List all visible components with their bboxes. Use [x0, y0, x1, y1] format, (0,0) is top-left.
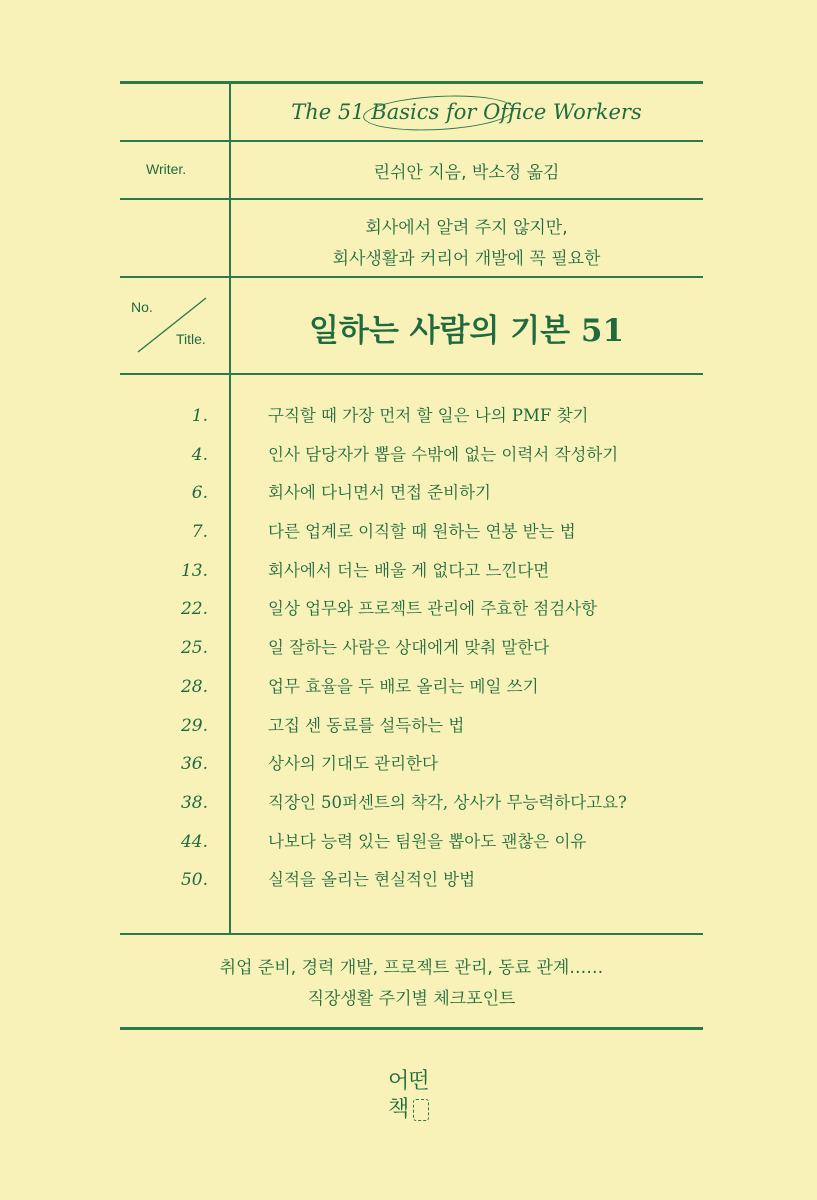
- title-label: Title.: [176, 331, 206, 347]
- toc-text: 구직할 때 가장 먼저 할 일은 나의 PMF 찾기: [268, 406, 589, 425]
- toc-number: 1.: [191, 406, 208, 426]
- toc-text: 인사 담당자가 뽑을 수밖에 없는 이력서 작성하기: [268, 444, 619, 464]
- toc-item: [150, 518, 710, 557]
- toc-number: 6.: [191, 483, 208, 504]
- toc-number: 7.: [191, 522, 208, 543]
- toc-number: 28.: [180, 676, 208, 697]
- rule-3: [120, 276, 703, 278]
- tagline: [230, 213, 703, 275]
- publisher-line-2: 책: [388, 1097, 410, 1122]
- toc-text: 나보다 능력 있는 팀원을 뽑아도 괜찮은 이유: [268, 831, 587, 851]
- rule-2: [120, 198, 703, 200]
- publisher-logo: [388, 1068, 460, 1124]
- toc-text: 회사에서 더는 배울 게 없다고 느낀다면: [268, 560, 550, 580]
- toc-item: [150, 789, 710, 828]
- no-title-slash: [136, 296, 208, 356]
- footer-text: [120, 953, 703, 1015]
- toc-text: 회사에 다니면서 면접 준비하기: [268, 483, 491, 503]
- toc-number: 13.: [180, 560, 208, 581]
- toc-item: [150, 673, 710, 712]
- footer-line-2: 직장생활 주기별 체크포인트: [307, 989, 516, 1009]
- toc-item: [150, 479, 710, 518]
- toc-text: 직장인 50퍼센트의 착각, 상사가 무능력하다고요?: [268, 792, 627, 812]
- tagline-line-2: 회사생활과 커리어 개발에 꼭 필요한: [332, 249, 601, 269]
- table-of-contents: [150, 402, 710, 905]
- toc-text: 다른 업계로 이직할 때 원하는 연봉 받는 법: [268, 522, 576, 542]
- toc-number: 44.: [180, 831, 208, 852]
- subtitle-post: fice Workers: [508, 100, 642, 124]
- toc-text: 실적을 올리는 현실적인 방법: [268, 870, 476, 890]
- toc-item: [150, 595, 710, 634]
- rule-1: [120, 140, 703, 142]
- toc-item: [150, 828, 710, 867]
- tagline-line-1: 회사에서 알려 주지 않지만,: [365, 218, 568, 238]
- toc-text: 일 잘하는 사람은 상대에게 맞춰 말한다: [268, 638, 550, 658]
- toc-number: 22.: [180, 599, 208, 620]
- rule-5: [120, 933, 703, 935]
- english-subtitle: [230, 100, 703, 124]
- footer-line-1: 취업 준비, 경력 개발, 프로젝트 관리, 동료 관계……: [219, 958, 604, 978]
- top-rule: [120, 81, 703, 84]
- toc-text: 업무 효율을 두 배로 올리는 메일 쓰기: [268, 676, 539, 696]
- book-icon: [413, 1099, 429, 1121]
- rule-4: [120, 373, 703, 375]
- subtitle-circled: Basics for Of: [371, 100, 509, 124]
- toc-text: 상사의 기대도 관리한다: [268, 754, 438, 774]
- toc-item: [150, 441, 710, 480]
- toc-number: 36.: [180, 754, 208, 775]
- toc-number: 4.: [191, 444, 208, 465]
- no-label: No.: [131, 299, 153, 315]
- toc-number: 38.: [180, 792, 208, 813]
- writer-label: Writer.: [146, 161, 187, 177]
- toc-item: [150, 402, 710, 441]
- toc-number: 50.: [180, 870, 208, 891]
- toc-text: 일상 업무와 프로젝트 관리에 주효한 점검사항: [268, 599, 598, 619]
- writer-value: 린쉬안 지음, 박소정 옮김: [373, 163, 560, 183]
- toc-item: [150, 634, 710, 673]
- book-title: 일하는 사람의 기본 51: [308, 313, 625, 349]
- toc-item: [150, 750, 710, 789]
- publisher-line-1: 어떤: [388, 1069, 429, 1094]
- toc-text: 고집 센 동료를 설득하는 법: [268, 715, 465, 735]
- toc-item: [150, 557, 710, 596]
- toc-number: 29.: [180, 715, 208, 736]
- toc-item: [150, 712, 710, 751]
- toc-item: [150, 866, 710, 905]
- subtitle-pre: The 51: [291, 100, 372, 124]
- bottom-rule: [120, 1027, 703, 1030]
- toc-number: 25.: [180, 638, 208, 659]
